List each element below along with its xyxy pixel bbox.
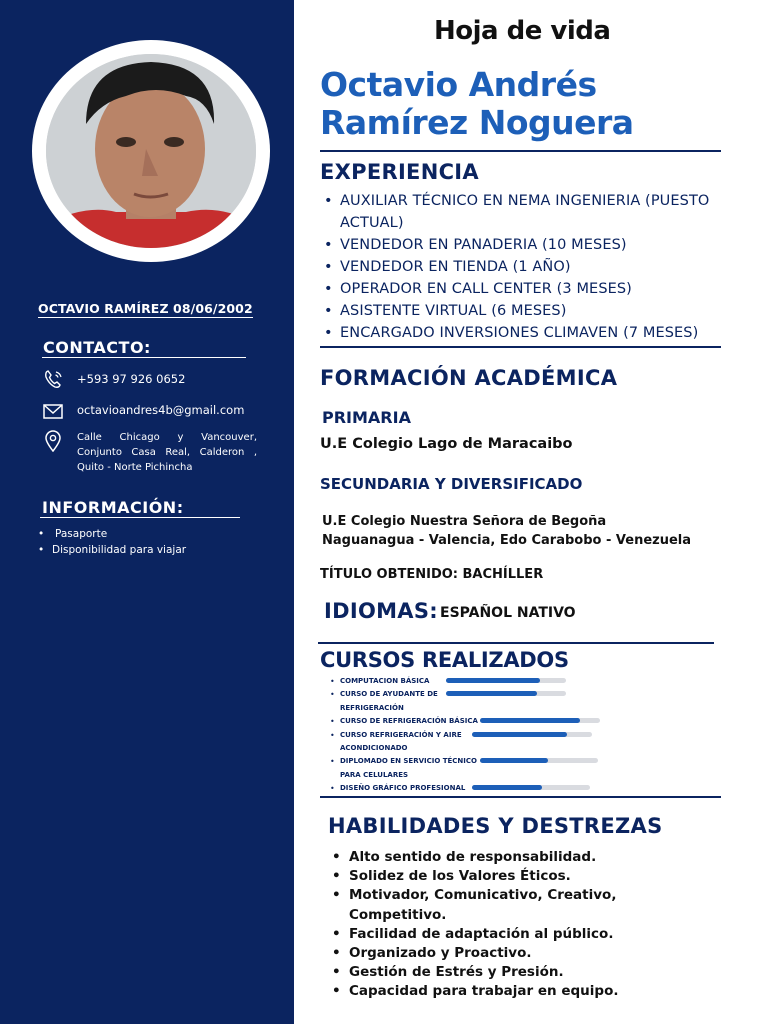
- course-progress-track: [480, 718, 600, 723]
- envelope-icon: [42, 400, 64, 422]
- languages-divider: [318, 642, 714, 644]
- experience-list: [322, 190, 732, 344]
- course-progress-fill: [446, 691, 537, 696]
- course-progress-track: [446, 678, 566, 683]
- course-progress-track: [446, 691, 566, 696]
- email-text: octavioandres4b@gmail.com: [77, 403, 245, 417]
- info-list: [38, 526, 186, 558]
- profile-photo-frame: [32, 40, 270, 262]
- full-name: [320, 66, 634, 142]
- education-heading: FORMACIÓN ACADÉMICA: [320, 366, 618, 390]
- course-item: • DISEÑO GRÁFICO PROFESIONAL: [330, 781, 620, 794]
- document-title: Hoja de vida: [434, 16, 611, 46]
- contact-email: [42, 400, 244, 422]
- contact-phone: [42, 368, 185, 390]
- course-label: DISEÑO GRÁFICO PROFESIONAL: [340, 784, 466, 793]
- secondary-school: U.E Colegio Nuestra Señora de Begoña: [322, 514, 607, 529]
- course-progress-fill: [480, 758, 548, 763]
- course-progress-fill: [472, 785, 542, 790]
- course-progress-track: [480, 758, 598, 763]
- experience-item: • VENDEDOR EN TIENDA (1 AÑO): [322, 256, 732, 278]
- info-item-passport: • Pasaporte: [38, 526, 186, 542]
- sidebar-name-date: OCTAVIO RAMÍREZ 08/06/2002: [38, 301, 253, 316]
- course-progress-fill: [446, 678, 540, 683]
- course-list: [330, 674, 620, 795]
- course-label: CURSO DE REFRIGERACIÓN BÁSICA: [340, 717, 478, 726]
- location-pin-icon: [42, 430, 64, 452]
- courses-divider: [320, 796, 721, 798]
- experience-heading: EXPERIENCIA: [320, 160, 479, 184]
- address-text: Calle Chicago y Vancouver, Conjunto Casa Real, Calderon , Quito - Norte Pichincha: [77, 432, 257, 473]
- info-divider: [40, 517, 240, 518]
- courses-heading: CURSOS REALIZADOS: [320, 648, 569, 672]
- course-item: • CURSO DE REFRIGERACIÓN BÁSICA: [330, 714, 620, 727]
- experience-item: • AUXILIAR TÉCNICO EN NEMA INGENIERIA (PUESTO ACTUAL): [322, 190, 732, 234]
- skills-heading: HABILIDADES Y DESTREZAS: [328, 814, 663, 838]
- skill-item: • Facilidad de adaptación al público.: [332, 925, 632, 944]
- primary-heading: PRIMARIA: [322, 408, 411, 427]
- secondary-location: Naguanagua - Valencia, Edo Carabobo - Venezuela: [322, 533, 692, 548]
- course-item: • COMPUTACION BÁSICA: [330, 674, 620, 687]
- course-item: • CURSO REFRIGERACIÓN Y AIRE ACONDICIONADO: [330, 728, 620, 755]
- experience-item: • OPERADOR EN CALL CENTER (3 MESES): [322, 278, 732, 300]
- course-label: CURSO REFRIGERACIÓN Y AIRE ACONDICIONADO: [340, 730, 462, 752]
- sidebar: [0, 0, 294, 1024]
- main-content: [294, 0, 768, 1024]
- contact-divider: [42, 357, 246, 358]
- course-progress-track: [472, 785, 590, 790]
- profile-photo: [46, 54, 256, 248]
- languages-heading: IDIOMAS:: [324, 599, 438, 623]
- course-item: • DIPLOMADO EN SERVICIO TÉCNICO PARA CELULARES: [330, 754, 620, 781]
- skills-list: [332, 848, 632, 1002]
- skill-item: • Gestión de Estrés y Presión.: [332, 963, 632, 982]
- skill-item: • Motivador, Comunicativo, Creativo, Competitivo.: [332, 886, 632, 924]
- skill-item: • Capacidad para trabajar en equipo.: [332, 982, 632, 1001]
- info-item-travel: • Disponibilidad para viajar: [38, 542, 186, 558]
- skill-item: • Solidez de los Valores Éticos.: [332, 867, 632, 886]
- skill-item: • Alto sentido de responsabilidad.: [332, 848, 632, 867]
- primary-school: U.E Colegio Lago de Maracaibo: [320, 436, 573, 452]
- course-label: COMPUTACION BÁSICA: [340, 677, 430, 685]
- course-label: DIPLOMADO EN SERVICIO TÉCNICO PARA CELULARES: [340, 757, 477, 779]
- phone-text: +593 97 926 0652: [77, 372, 186, 386]
- full-name-line-2: Ramírez Noguera: [320, 103, 634, 142]
- full-name-line-1: Octavio Andrés: [320, 65, 597, 104]
- course-item: • CURSO DE AYUDANTE DE REFRIGERACIÓN: [330, 687, 620, 714]
- contact-heading: CONTACTO:: [43, 338, 151, 357]
- course-progress-fill: [472, 732, 567, 737]
- course-progress-fill: [480, 718, 580, 723]
- languages-value: ESPAÑOL NATIVO: [440, 605, 576, 621]
- experience-item: • VENDEDOR EN PANADERIA (10 MESES): [322, 234, 732, 256]
- experience-item: • ENCARGADO INVERSIONES CLIMAVEN (7 MESES): [322, 322, 732, 344]
- secondary-heading: SECUNDARIA Y DIVERSIFICADO: [320, 475, 583, 493]
- course-label: CURSO DE AYUDANTE DE REFRIGERACIÓN: [340, 690, 438, 712]
- skill-item: • Organizado y Proactivo.: [332, 944, 632, 963]
- contact-address: [42, 430, 257, 475]
- course-progress-track: [472, 732, 592, 737]
- degree-text: TÍTULO OBTENIDO: BACHÍLLER: [320, 567, 544, 582]
- experience-divider: [320, 346, 721, 348]
- phone-icon: [42, 368, 64, 390]
- experience-item: • ASISTENTE VIRTUAL (6 MESES): [322, 300, 732, 322]
- info-heading: INFORMACIÓN:: [42, 498, 184, 517]
- name-divider: [320, 150, 721, 152]
